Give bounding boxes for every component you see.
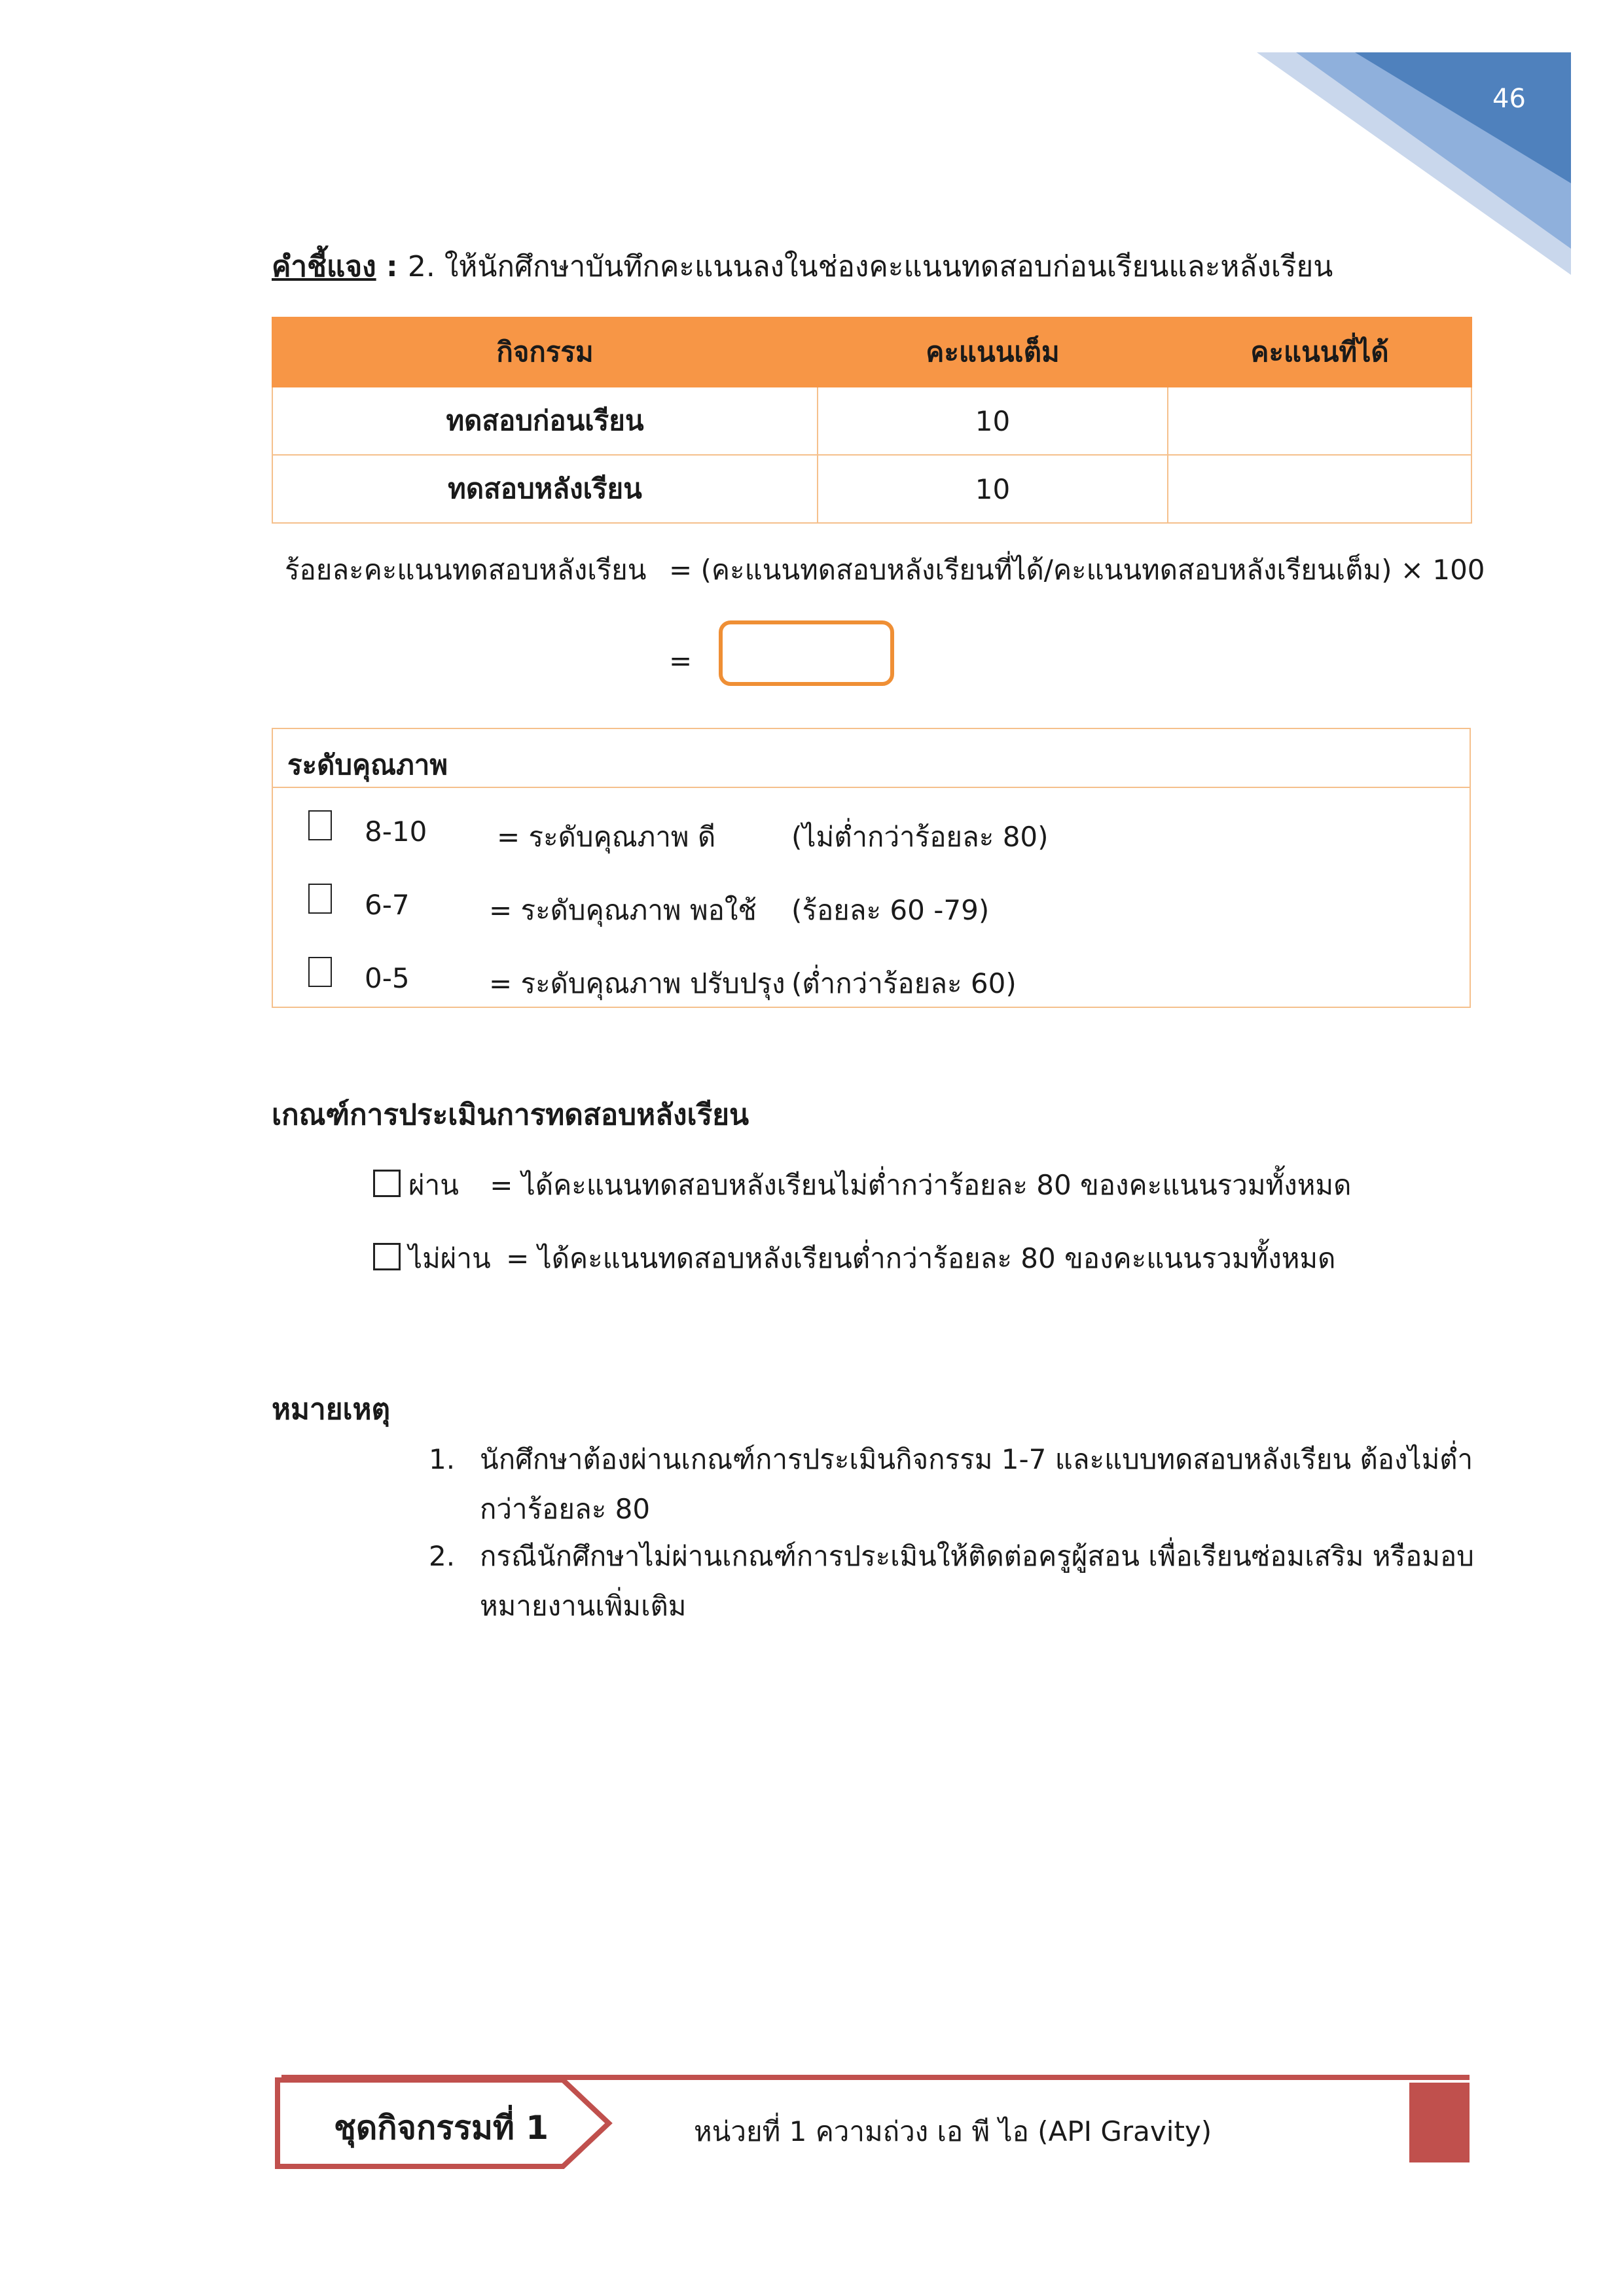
- instruction-label: คำชี้แจง: [272, 250, 376, 283]
- quality-title: ระดับคุณภาพ: [273, 729, 1470, 788]
- notes-title: หมายเหตุ: [272, 1393, 391, 1426]
- level-criteria: (ต่ำกว่าร้อยละ 60): [791, 967, 1017, 999]
- table-row: [272, 387, 1471, 455]
- formula-label: ร้อยละคะแนนทดสอบหลังเรียน: [285, 554, 647, 586]
- level-range: 6-7: [365, 889, 410, 921]
- score-table: [272, 317, 1472, 524]
- checkbox-icon[interactable]: [373, 1243, 401, 1270]
- formula-expression: = (คะแนนทดสอบหลังเรียนที่ได้/คะแนนทดสอบหลังเรียนเต็ม) × 100: [669, 554, 1485, 586]
- obtained-score-cell[interactable]: [1168, 387, 1471, 455]
- pass-label: ผ่าน: [408, 1169, 459, 1201]
- note-text: กรณีนักศึกษาไม่ผ่านเกณฑ์การประเมินให้ติดต่อครูผู้สอน เพื่อเรียนซ่อมเสริม หรือมอบหมายงานเพิ่มเติม: [480, 1540, 1474, 1622]
- note-text: นักศึกษาต้องผ่านเกณฑ์การประเมินกิจกรรม 1-7 และแบบทดสอบหลังเรียน ต้องไม่ต่ำกว่าร้อยละ 80: [480, 1443, 1473, 1525]
- score-table-header: [272, 317, 1471, 387]
- full-score-cell: 10: [818, 387, 1168, 455]
- checkbox-icon[interactable]: [308, 957, 332, 987]
- level-criteria: (ร้อยละ 60 -79): [791, 894, 990, 926]
- level-range: 8-10: [365, 816, 427, 848]
- instruction-text: 2. ให้นักศึกษาบันทึกคะแนนลงในช่องคะแนนทดสอบก่อนเรียนและหลังเรียน: [407, 250, 1333, 283]
- header-activity: กิจกรรม: [272, 317, 818, 387]
- instruction-colon: :: [376, 250, 408, 283]
- level-description: = ระดับคุณภาพ พอใช้: [489, 894, 757, 926]
- checkbox-icon[interactable]: [308, 884, 332, 914]
- header-full-score: คะแนนเต็ม: [818, 317, 1168, 387]
- evaluation-fail-row: [373, 1237, 1335, 1280]
- level-description: = ระดับคุณภาพ ดี: [497, 821, 716, 853]
- quality-level-box: [272, 728, 1471, 1008]
- level-description: = ระดับคุณภาพ ปรับปรุง: [489, 967, 785, 999]
- note-number: 1.: [429, 1443, 456, 1475]
- fail-text: = ได้คะแนนทดสอบหลังเรียนต่ำกว่าร้อยละ 80 ของคะแนนรวมทั้งหมด: [506, 1242, 1336, 1274]
- activity-cell: ทดสอบก่อนเรียน: [272, 387, 818, 455]
- footer-unit-title: หน่วยที่ 1 ความถ่วง เอ พี ไอ (API Gravity): [694, 2115, 1212, 2147]
- formula-equals: =: [669, 645, 693, 677]
- activity-cell: ทดสอบหลังเรียน: [272, 455, 818, 523]
- obtained-score-cell[interactable]: [1168, 455, 1471, 523]
- footer-accent-block: [1409, 2083, 1470, 2162]
- full-score-cell: 10: [818, 455, 1168, 523]
- pass-text: = ได้คะแนนทดสอบหลังเรียนไม่ต่ำกว่าร้อยละ 80 ของคะแนนรวมทั้งหมด: [490, 1169, 1352, 1201]
- checkbox-icon[interactable]: [308, 810, 332, 840]
- fail-label: ไม่ผ่าน: [408, 1242, 491, 1274]
- level-criteria: (ไม่ต่ำกว่าร้อยละ 80): [791, 821, 1049, 853]
- percentage-result-box[interactable]: [719, 620, 894, 686]
- table-row: [272, 455, 1471, 523]
- note-number: 2.: [429, 1540, 456, 1572]
- evaluation-pass-row: [373, 1164, 1351, 1207]
- checkbox-icon[interactable]: [373, 1170, 401, 1197]
- instruction: [272, 243, 1333, 289]
- page-number: 46: [1492, 84, 1526, 114]
- evaluation-title: เกณฑ์การประเมินการทดสอบหลังเรียน: [272, 1098, 749, 1132]
- footer-activity-set-label: ชุดกิจกรรมที่ 1: [334, 2109, 549, 2147]
- header-obtained-score: คะแนนที่ได้: [1168, 317, 1471, 387]
- level-range: 0-5: [365, 962, 410, 994]
